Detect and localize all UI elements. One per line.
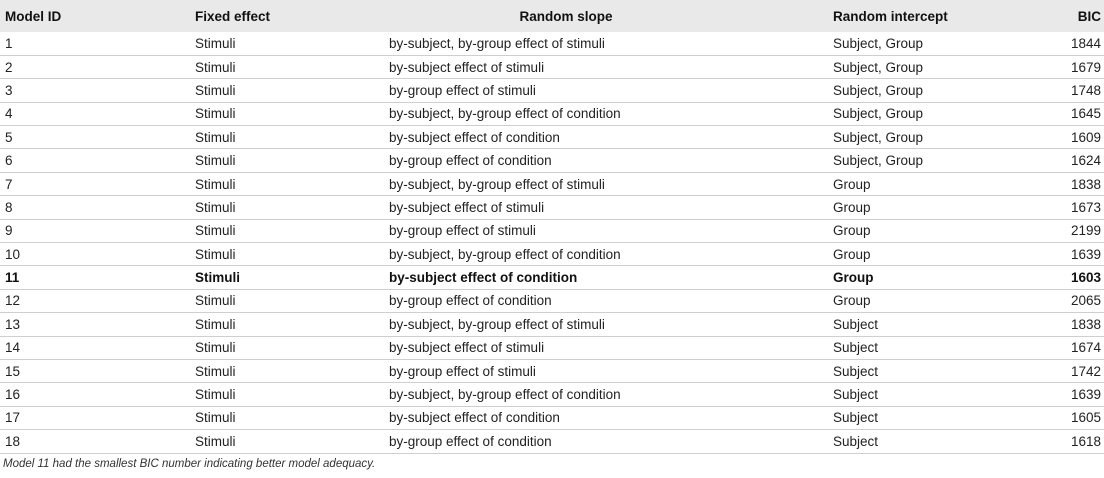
cell-bic: 1645 [1070, 106, 1101, 122]
cell-random-intercept: Group [833, 176, 871, 192]
cell-model-id: 11 [5, 270, 20, 286]
cell-random-intercept: Subject, Group [833, 35, 924, 51]
cell-random-slope: by-subject effect of stimuli [389, 340, 545, 356]
cell-model-id: 2 [5, 59, 13, 75]
cell-model-id: 9 [5, 223, 13, 239]
cell-fixed-effect: Stimuli [195, 223, 236, 239]
cell-fixed-effect: Stimuli [195, 199, 236, 215]
cell-fixed-effect: Stimuli [195, 340, 236, 356]
table-row [0, 406, 1104, 429]
cell-fixed-effect: Stimuli [195, 270, 241, 286]
cell-model-id: 3 [5, 82, 13, 98]
cell-bic: 1605 [1070, 410, 1101, 426]
table-row [0, 243, 1104, 266]
cell-fixed-effect: Stimuli [195, 246, 236, 262]
cell-random-intercept: Group [833, 223, 871, 239]
cell-model-id: 7 [5, 176, 13, 192]
cell-fixed-effect: Stimuli [195, 59, 236, 75]
table-row [0, 32, 1104, 55]
cell-random-slope: by-subject, by-group effect of condition [389, 246, 621, 262]
cell-random-intercept: Subject [833, 316, 879, 332]
cell-model-id: 15 [5, 363, 21, 379]
cell-random-intercept: Subject, Group [833, 129, 924, 145]
cell-bic: 1609 [1070, 129, 1101, 145]
cell-random-slope: by-subject, by-group effect of stimuli [389, 35, 605, 51]
cell-bic: 1742 [1070, 363, 1101, 379]
cell-model-id: 13 [5, 316, 21, 332]
cell-model-id: 12 [5, 293, 21, 309]
table-row [0, 126, 1104, 149]
table-row [0, 102, 1104, 125]
table-row [0, 266, 1104, 289]
cell-bic: 1748 [1070, 82, 1101, 98]
cell-model-id: 5 [5, 129, 13, 145]
cell-random-slope: by-subject, by-group effect of stimuli [389, 316, 605, 332]
header-row [0, 0, 1104, 32]
table-body [0, 32, 1104, 453]
table-footnote: Model 11 had the smallest BIC number indicating better model adequacy. [3, 458, 376, 470]
cell-random-intercept: Subject, Group [833, 106, 924, 122]
cell-random-slope: by-group effect of stimuli [389, 363, 536, 379]
table-row [0, 359, 1104, 382]
cell-fixed-effect: Stimuli [195, 433, 236, 449]
cell-random-slope: by-subject, by-group effect of condition [389, 387, 621, 403]
cell-random-intercept: Group [833, 246, 871, 262]
cell-fixed-effect: Stimuli [195, 387, 236, 403]
table-row [0, 172, 1104, 195]
cell-model-id: 6 [5, 153, 13, 169]
cell-random-intercept: Subject, Group [833, 82, 924, 98]
cell-random-slope: by-subject effect of stimuli [389, 199, 545, 215]
cell-random-slope: by-group effect of condition [389, 433, 552, 449]
cell-random-intercept: Group [833, 293, 871, 309]
cell-fixed-effect: Stimuli [195, 106, 236, 122]
cell-random-slope: by-subject effect of condition [389, 129, 560, 145]
cell-bic: 1838 [1070, 176, 1101, 192]
cell-model-id: 10 [5, 246, 21, 262]
header-bic: BIC [1077, 8, 1101, 24]
table-row [0, 336, 1104, 359]
table-row [0, 196, 1104, 219]
cell-random-intercept: Group [833, 199, 871, 215]
cell-fixed-effect: Stimuli [195, 363, 236, 379]
cell-model-id: 4 [5, 106, 13, 122]
cell-fixed-effect: Stimuli [195, 129, 236, 145]
cell-bic: 1618 [1070, 433, 1101, 449]
cell-random-intercept: Subject, Group [833, 153, 924, 169]
cell-bic: 2065 [1070, 293, 1101, 309]
header-fixed-effect: Fixed effect [195, 8, 271, 24]
cell-bic: 1673 [1070, 199, 1101, 215]
table-row [0, 383, 1104, 406]
cell-random-intercept: Subject, Group [833, 59, 924, 75]
cell-fixed-effect: Stimuli [195, 176, 236, 192]
cell-random-slope: by-subject effect of condition [389, 270, 578, 286]
cell-model-id: 18 [5, 433, 21, 449]
cell-random-slope: by-subject effect of condition [389, 410, 560, 426]
table-row [0, 430, 1104, 453]
table-row [0, 149, 1104, 172]
table-row [0, 55, 1104, 78]
cell-fixed-effect: Stimuli [195, 410, 236, 426]
table-header [0, 0, 1104, 32]
cell-model-id: 14 [5, 340, 21, 356]
cell-bic: 1639 [1070, 387, 1101, 403]
cell-model-id: 16 [5, 387, 21, 403]
cell-bic: 1624 [1070, 153, 1101, 169]
cell-fixed-effect: Stimuli [195, 35, 236, 51]
cell-random-slope: by-subject, by-group effect of condition [389, 106, 621, 122]
cell-fixed-effect: Stimuli [195, 82, 236, 98]
cell-random-slope: by-subject effect of stimuli [389, 59, 545, 75]
cell-bic: 1639 [1070, 246, 1101, 262]
table-row [0, 79, 1104, 102]
cell-model-id: 1 [5, 35, 13, 51]
cell-bic: 1838 [1070, 316, 1101, 332]
table-row [0, 313, 1104, 336]
cell-fixed-effect: Stimuli [195, 316, 236, 332]
cell-random-slope: by-group effect of stimuli [389, 82, 536, 98]
cell-model-id: 8 [5, 199, 13, 215]
cell-bic: 1679 [1070, 59, 1101, 75]
cell-model-id: 17 [5, 410, 21, 426]
cell-fixed-effect: Stimuli [195, 293, 236, 309]
table-row [0, 219, 1104, 242]
cell-random-slope: by-group effect of stimuli [389, 223, 536, 239]
table-row [0, 289, 1104, 312]
cell-bic: 1674 [1070, 340, 1101, 356]
cell-random-slope: by-group effect of condition [389, 153, 552, 169]
cell-bic: 1603 [1070, 270, 1101, 286]
cell-bic: 1844 [1070, 35, 1101, 51]
cell-random-slope: by-group effect of condition [389, 293, 552, 309]
cell-random-intercept: Subject [833, 387, 879, 403]
cell-random-intercept: Subject [833, 433, 879, 449]
cell-fixed-effect: Stimuli [195, 153, 236, 169]
cell-random-intercept: Group [833, 270, 874, 286]
header-random-slope: Random slope [519, 8, 613, 24]
header-random-intercept: Random intercept [833, 8, 948, 24]
cell-random-intercept: Subject [833, 340, 879, 356]
cell-random-slope: by-subject, by-group effect of stimuli [389, 176, 605, 192]
cell-random-intercept: Subject [833, 410, 879, 426]
header-model-id: Model ID [5, 8, 62, 24]
cell-random-intercept: Subject [833, 363, 879, 379]
cell-bic: 2199 [1070, 223, 1101, 239]
